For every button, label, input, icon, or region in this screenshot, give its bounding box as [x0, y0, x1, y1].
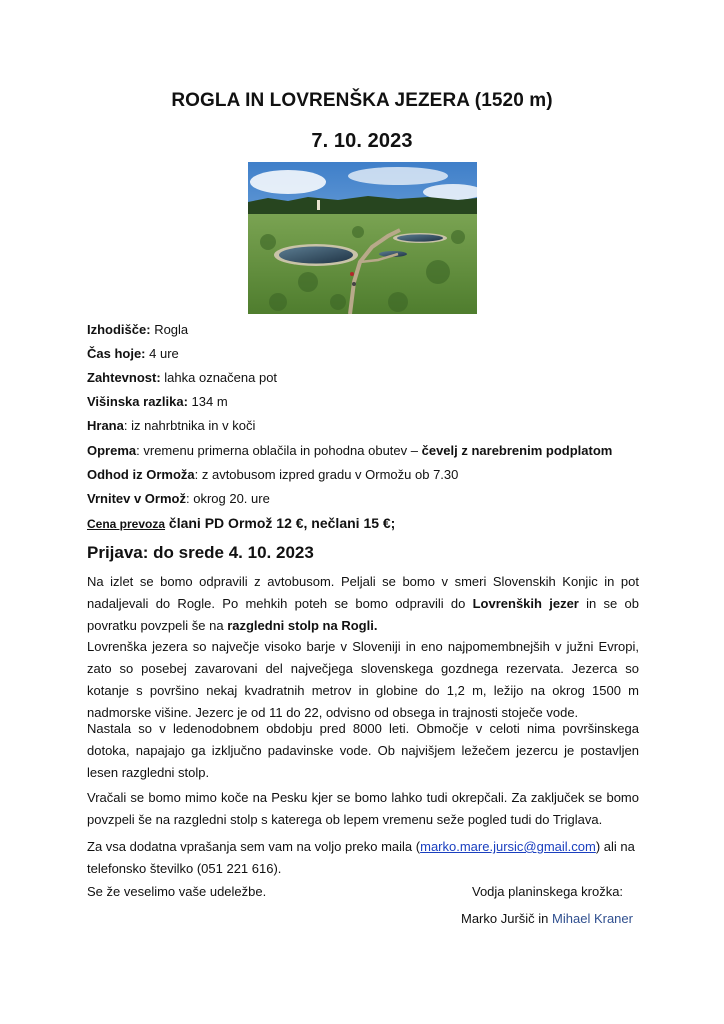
- info-start: Izhodišče: Rogla: [87, 322, 189, 337]
- info-duration: Čas hoje: 4 ure: [87, 346, 179, 361]
- landscape-image: [248, 162, 477, 314]
- contact-info: Za vsa dodatna vprašanja sem vam na voljo preko maila (marko.mare.jursic@gmail.com) ali na telefonsko številko (051 221 616).: [87, 839, 635, 876]
- info-difficulty: Zahtevnost: lahka označena pot: [87, 370, 278, 385]
- info-elevation: Višinska razlika: 134 m: [87, 394, 228, 409]
- transport-price: [87, 515, 395, 533]
- closing-text: Se že veselimo vaše udeležbe.: [87, 884, 267, 899]
- paragraph-origin: Nastala so v ledenodobnem obdobju pred 8000 leti. Območje v celoti nima površinskega dotoka, napajajo ga izključno padavinske vode. Ob najvišjem ležečem jezercu je postavljen lesen razgledni stolp.: [87, 721, 639, 780]
- info-return: Vrnitev v Ormož: okrog 20. ure: [87, 491, 270, 506]
- info-departure: Odhod iz Ormoža: z avtobusom izpred gradu v Ormožu ob 7.30: [87, 467, 459, 482]
- paragraph-return: Vračali se bomo mimo koče na Pesku kjer se bomo lahko tudi okrepčali. Za zaključek se bomo povzpeli še na razgledni stolp s katerega ob lepem vremenu seže pogled tudi do Triglava.: [87, 790, 639, 827]
- leaders-label: Vodja planinskega krožka:: [472, 884, 624, 899]
- event-date: 7. 10. 2023: [311, 130, 413, 152]
- price-value: člani PD Ormož 12 €, nečlani 15 €;: [165, 515, 396, 531]
- price-label: Cena prevoza: [87, 517, 166, 531]
- lakes-photo: [248, 162, 477, 314]
- email-link[interactable]: marko.mare.jursic@gmail.com: [420, 839, 596, 854]
- registration-deadline: Prijava: do srede 4. 10. 2023: [87, 543, 314, 562]
- paragraph-lakes: Lovrenška jezera so največje visoko barje v Sloveniji in eno najpomembnejših v južni Evropi, zato so posebej zavarovani del največjega slovenskega gozdnega rezervata. Jezerca so kotanje s površino nekaj kvadratnih metrov in globine do 1,2 m, ležijo na okrog 1500 m nadmorske višine. Jezerc je od 11 do 22, odvisno od obsega in trajnosti stoječe vode.: [87, 639, 639, 720]
- leaders-names: Marko Juršič in Mihael Kraner: [461, 911, 633, 926]
- info-equipment: Oprema: vremenu primerna oblačila in pohodna obutev – čevelj z narebrenim podplatom: [87, 443, 613, 458]
- page-title: ROGLA IN LOVRENŠKA JEZERA (1520 m): [171, 90, 553, 111]
- paragraph-trip: Na izlet se bomo odpravili z avtobusom. Peljali se bomo v smeri Slovenskih Konjic in pot nadaljevali do Rogle. Po mehkih poteh se bomo odpravili do Lovrenških jezer in se ob povratku povzpeli še na razgledni stolp na Rogli.: [87, 574, 639, 633]
- info-food: Hrana: iz nahrbtnika in v koči: [87, 418, 256, 433]
